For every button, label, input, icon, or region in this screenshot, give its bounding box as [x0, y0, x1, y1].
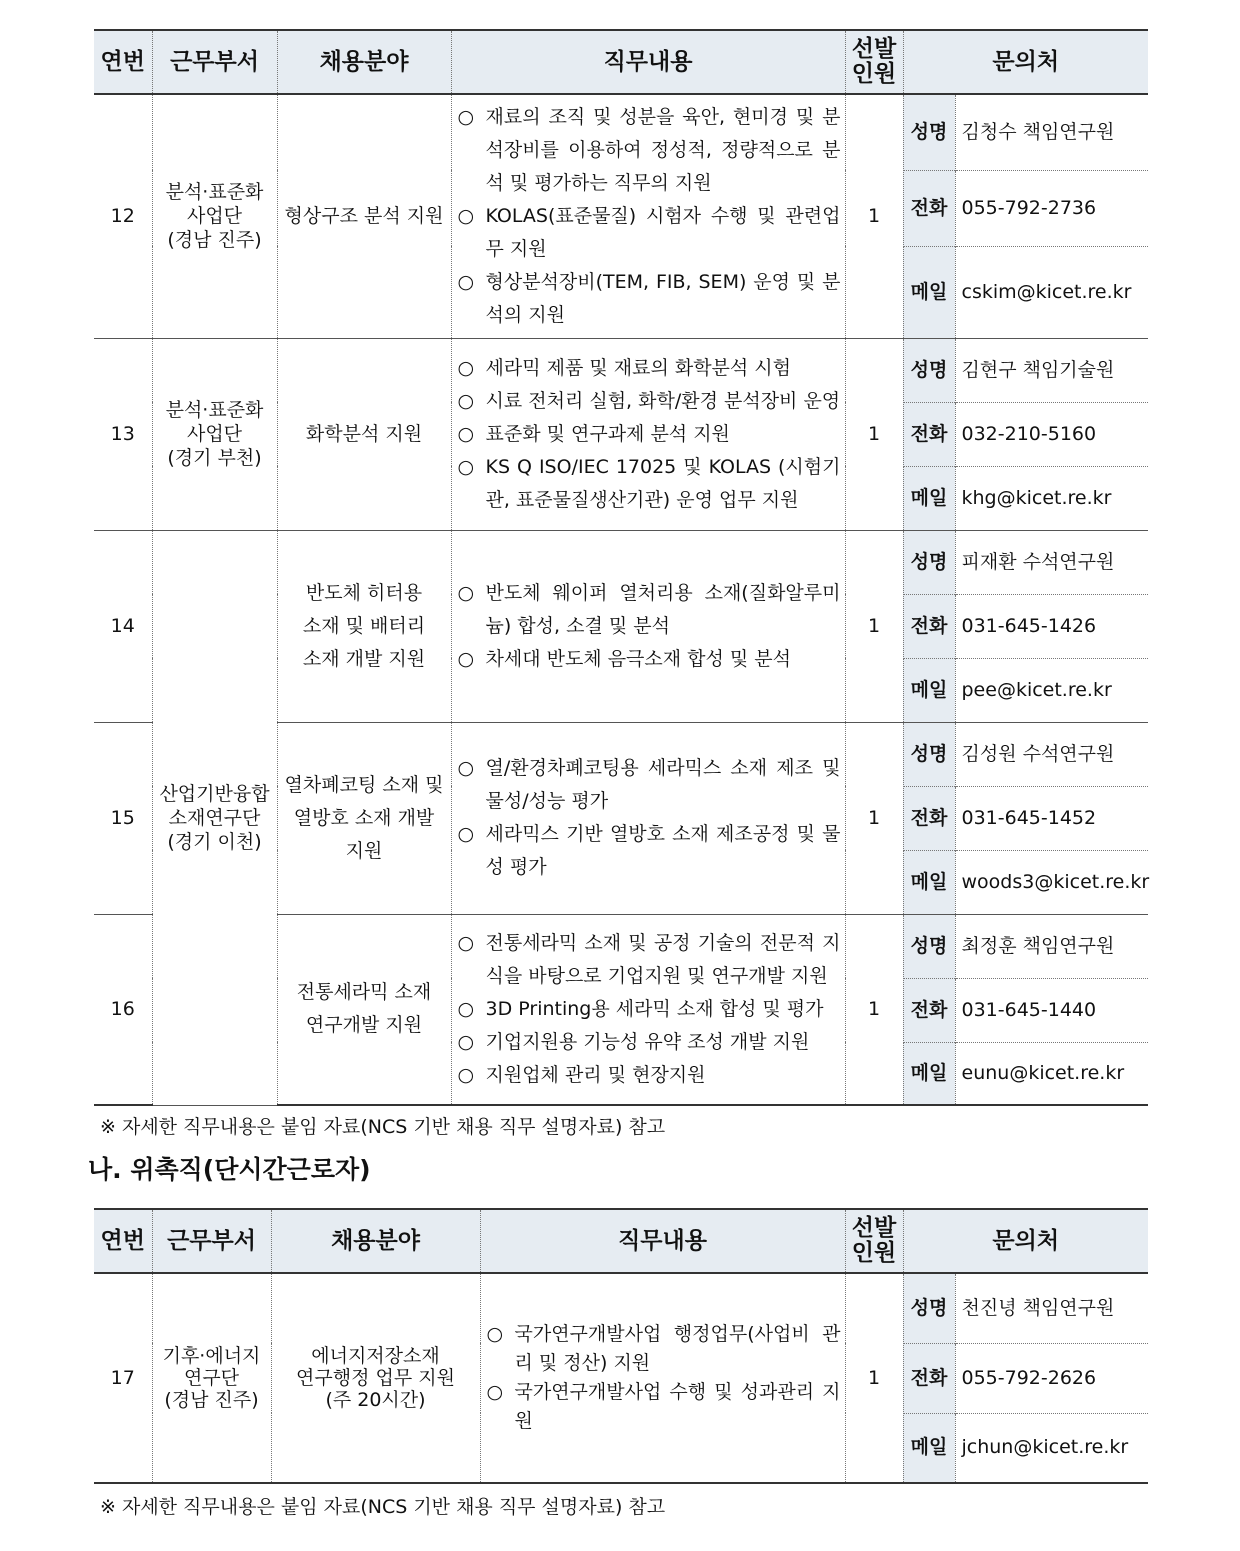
row-field: 화학분석 지원 — [277, 338, 451, 530]
header-dept: 근무부서 — [152, 1209, 271, 1273]
header-field: 채용분야 — [277, 30, 451, 94]
duty-item: ○ 재료의 조직 및 성분을 육안, 현미경 및 분석장비를 이용하여 정성적, 정량적으로 분석 및 평가하는 직무의 지원 — [458, 101, 841, 200]
header-duty: 직무내용 — [480, 1209, 845, 1273]
duty-item: ○ KS Q ISO/IEC 17025 및 KOLAS (시험기관, 표준물질생산기관) 운영 업무 지원 — [458, 451, 841, 517]
contact-phone: 031-645-1426 — [955, 594, 1148, 658]
row-duties — [480, 1273, 845, 1483]
section-title: 나. 위촉직(단시간근로자) — [88, 1155, 371, 1184]
header-field: 채용분야 — [271, 1209, 480, 1273]
row-no: 13 — [94, 338, 152, 530]
label-mail: 메일 — [903, 658, 955, 722]
label-phone: 전화 — [903, 594, 955, 658]
label-phone: 전화 — [903, 786, 955, 850]
header-no: 연번 — [94, 30, 152, 94]
contact-name: 김성원 수석연구원 — [961, 742, 1115, 765]
contact-mail[interactable]: eunu@kicet.re.kr — [955, 1042, 1148, 1105]
header-count: 선발 인원 — [845, 30, 903, 94]
row-dept: 기후·에너지 연구단 (경남 진주) — [152, 1273, 271, 1483]
row-duties — [451, 722, 845, 914]
label-name: 성명 — [903, 94, 955, 170]
row-field: 에너지저장소재 연구행정 업무 지원 (주 20시간) — [271, 1273, 480, 1483]
header-contact: 문의처 — [903, 30, 1148, 94]
contact-phone: 055-792-2736 — [955, 170, 1148, 246]
contact-name: 김현구 책임기술원 — [961, 358, 1115, 381]
contact-name: 피재환 수석연구원 — [961, 550, 1115, 573]
row-count: 1 — [845, 94, 903, 338]
contact-mail[interactable]: jchun@kicet.re.kr — [955, 1413, 1148, 1483]
table-row — [94, 338, 1148, 402]
footnote: ※ 자세한 직무내용은 붙임 자료(NCS 기반 채용 직무 설명자료) 참고 — [100, 1496, 666, 1518]
row-field: 열차폐코팅 소재 및 열방호 소재 개발 지원 — [277, 722, 451, 914]
row-field: 형상구조 분석 지원 — [277, 94, 451, 338]
duty-item: ○ 반도체 웨이퍼 열처리용 소재(질화알루미늄) 합성, 소결 및 분석 — [458, 577, 841, 643]
row-duties — [451, 338, 845, 530]
row-no: 17 — [94, 1273, 152, 1483]
contact-name: 천진녕 책임연구원 — [961, 1296, 1115, 1319]
contact-mail[interactable]: cskim@kicet.re.kr — [955, 246, 1148, 338]
header-dept: 근무부서 — [152, 30, 277, 94]
label-mail: 메일 — [903, 466, 955, 530]
recruit-table-1 — [94, 29, 1148, 1106]
label-name: 성명 — [903, 914, 955, 978]
duty-item: ○ 3D Printing용 세라믹 소재 합성 및 평가 — [458, 993, 841, 1026]
row-duties — [451, 94, 845, 338]
row-count: 1 — [845, 722, 903, 914]
label-mail: 메일 — [903, 1042, 955, 1105]
row-field: 전통세라믹 소재 연구개발 지원 — [277, 914, 451, 1105]
duty-item: ○ 차세대 반도체 음극소재 합성 및 분석 — [458, 643, 841, 676]
row-no: 14 — [94, 530, 152, 722]
table-row — [94, 94, 1148, 170]
duty-item: ○ 열/환경차폐코팅용 세라믹스 소재 제조 및 물성/성능 평가 — [458, 752, 841, 818]
contact-phone: 055-792-2626 — [955, 1343, 1148, 1413]
row-count: 1 — [845, 1273, 903, 1483]
label-mail: 메일 — [903, 1413, 955, 1483]
contact-phone: 031-645-1440 — [955, 978, 1148, 1042]
table-row — [94, 530, 1148, 594]
table-row — [94, 1273, 1148, 1343]
duty-item: ○ 형상분석장비(TEM, FIB, SEM) 운영 및 분석의 지원 — [458, 266, 841, 332]
row-dept: 분석·표준화 사업단 (경기 부천) — [152, 338, 277, 530]
duty-item: ○ 국가연구개발사업 행정업무(사업비 관리 및 정산) 지원 — [487, 1320, 841, 1378]
contact-mail[interactable]: khg@kicet.re.kr — [955, 466, 1148, 530]
contact-mail[interactable]: pee@kicet.re.kr — [955, 658, 1148, 722]
duty-item: ○ 세라믹스 기반 열방호 소재 제조공정 및 물성 평가 — [458, 818, 841, 884]
footnote: ※ 자세한 직무내용은 붙임 자료(NCS 기반 채용 직무 설명자료) 참고 — [100, 1116, 666, 1138]
duty-item: ○ 표준화 및 연구과제 분석 지원 — [458, 418, 841, 451]
label-name: 성명 — [903, 530, 955, 594]
label-phone: 전화 — [903, 402, 955, 466]
row-dept: 산업기반융합 소재연구단 (경기 이천) — [152, 530, 277, 1105]
header-no: 연번 — [94, 1209, 152, 1273]
row-no: 15 — [94, 722, 152, 914]
header-count: 선발 인원 — [845, 1209, 903, 1273]
row-field: 반도체 히터용 소재 및 배터리 소재 개발 지원 — [277, 530, 451, 722]
duty-item: ○ 지원업체 관리 및 현장지원 — [458, 1059, 841, 1092]
contact-phone: 032-210-5160 — [955, 402, 1148, 466]
label-name: 성명 — [903, 1273, 955, 1343]
duty-item: ○ 전통세라믹 소재 및 공정 기술의 전문적 지식을 바탕으로 기업지원 및 연구개발 지원 — [458, 927, 841, 993]
contact-name: 김청수 책임연구원 — [961, 120, 1115, 143]
recruit-table-2 — [94, 1208, 1148, 1484]
label-name: 성명 — [903, 722, 955, 786]
label-phone: 전화 — [903, 978, 955, 1042]
duty-item: ○ 국가연구개발사업 수행 및 성과관리 지원 — [487, 1378, 841, 1436]
duty-item: ○ 기업지원용 기능성 유약 조성 개발 지원 — [458, 1026, 841, 1059]
label-phone: 전화 — [903, 170, 955, 246]
row-count: 1 — [845, 914, 903, 1105]
row-no: 16 — [94, 914, 152, 1105]
label-mail: 메일 — [903, 246, 955, 338]
label-mail: 메일 — [903, 850, 955, 914]
contact-phone: 031-645-1452 — [955, 786, 1148, 850]
duty-item: ○ 세라믹 제품 및 재료의 화학분석 시험 — [458, 352, 841, 385]
header-duty: 직무내용 — [451, 30, 845, 94]
duty-item: ○ 시료 전처리 실험, 화학/환경 분석장비 운영 — [458, 385, 841, 418]
label-name: 성명 — [903, 338, 955, 402]
row-count: 1 — [845, 338, 903, 530]
duty-item: ○ KOLAS(표준물질) 시험자 수행 및 관련업무 지원 — [458, 200, 841, 266]
row-no: 12 — [94, 94, 152, 338]
row-duties — [451, 914, 845, 1105]
header-contact: 문의처 — [903, 1209, 1148, 1273]
row-dept: 분석·표준화 사업단 (경남 진주) — [152, 94, 277, 338]
label-phone: 전화 — [903, 1343, 955, 1413]
contact-mail[interactable]: woods3@kicet.re.kr — [955, 850, 1148, 914]
contact-name: 최정훈 책임연구원 — [961, 934, 1115, 957]
row-count: 1 — [845, 530, 903, 722]
row-duties — [451, 530, 845, 722]
